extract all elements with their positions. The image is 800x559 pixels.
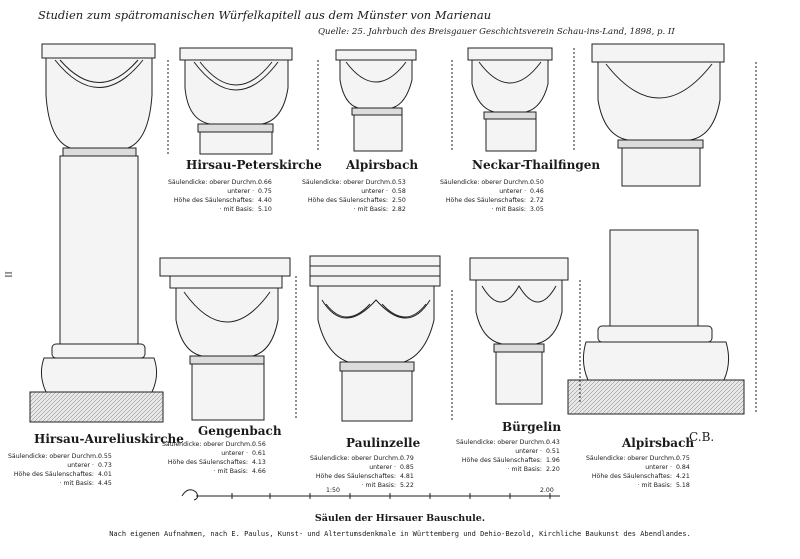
figure-caption: Säulen der Hirsauer Bauschule. bbox=[314, 513, 486, 524]
scale-end-label: 2.00 bbox=[540, 487, 554, 494]
measurements-table: Säulendicke: oberer Durchm.: 0.75 unterer · 0.84 Höhe des Säulenschaftes: 4.21 · mit Basis: 5.18 bbox=[586, 455, 690, 489]
measurements-table: Säulendicke: oberer Durchm.: 0.79 unterer · 0.85 Höhe des Säulenschaftes: 4.81 · mit Basis: 5.22 bbox=[310, 455, 414, 489]
figure-subcaption: Nach eigenen Aufnahmen, nach E. Paulus, Kunst- und Altertumsdenkmale in Württemberg und Dehio-Bezold, Kirchliche Baukunst des Abendlandes. bbox=[109, 530, 691, 538]
capital-peterskirche bbox=[180, 48, 292, 154]
capital-alpirsbach-small bbox=[336, 50, 416, 151]
measurements-table: Säulendicke: oberer Durchm.: 0.50 unterer · 0.46 Höhe des Säulenschaftes: 2.72 · mit Basis: 3.05 bbox=[440, 179, 544, 213]
capital-title: Hirsau-Peterskirche bbox=[186, 158, 322, 172]
capital-paulinzelle bbox=[310, 256, 440, 421]
capital-gengenbach bbox=[160, 258, 290, 420]
page-header: Studien zum spätromanischen Würfelkapitell aus dem Münster von Marienau bbox=[38, 8, 492, 22]
capital-thailfingen bbox=[468, 48, 552, 151]
capital-title: Neckar-Thailfingen bbox=[472, 158, 601, 172]
capital-title: Hirsau-Aureliuskirche bbox=[34, 432, 184, 446]
capital-title: Bürgelin bbox=[502, 420, 562, 434]
capital-title: Paulinzelle bbox=[346, 436, 421, 450]
capital-title: Alpirsbach bbox=[622, 436, 695, 450]
capital-title: Gengenbach bbox=[198, 424, 282, 438]
measurements-table: Säulendicke: oberer Durchm.: 0.43 unterer · 0.51 Höhe des Säulenschaftes: 1.96 · mit Basis: 2.20 bbox=[456, 439, 560, 473]
scale-start-label: 1:50 bbox=[326, 487, 340, 494]
artist-initials: C.B. bbox=[689, 430, 715, 444]
capital-title: Alpirsbach bbox=[346, 158, 419, 172]
measurements-table: Säulendicke: oberer Durchm.: 0.53 unterer · 0.58 Höhe des Säulenschaftes: 2.50 · mit Basis: 2.82 bbox=[302, 179, 406, 213]
measurements-table: Säulendicke: oberer Durchm.: 0.56 unterer · 0.61 Höhe des Säulenschaftes: 4.13 · mit Basis: 4.66 bbox=[162, 441, 266, 475]
measurements-table: Säulendicke: oberer Durchm.: 0.66 unterer · 0.75 Höhe des Säulenschaftes: 4.40 · mit Basis: 5.10 bbox=[168, 179, 272, 213]
capital-buergelin bbox=[470, 258, 568, 404]
page-number: II bbox=[4, 271, 14, 278]
measurements-table: Säulendicke: oberer Durchm.: 0.55 unterer · 0.73 Höhe des Säulenschaftes: 4.01 · mit Basis: 4.45 bbox=[8, 453, 112, 487]
source-citation: Quelle: 25. Jahrbuch des Breisgauer Geschichtsverein Schau-ins-Land, 1898, p. II bbox=[318, 27, 675, 37]
scale-bar bbox=[182, 490, 560, 500]
column-alpirsbach bbox=[568, 44, 744, 414]
column-aureliuskirche bbox=[30, 44, 163, 422]
